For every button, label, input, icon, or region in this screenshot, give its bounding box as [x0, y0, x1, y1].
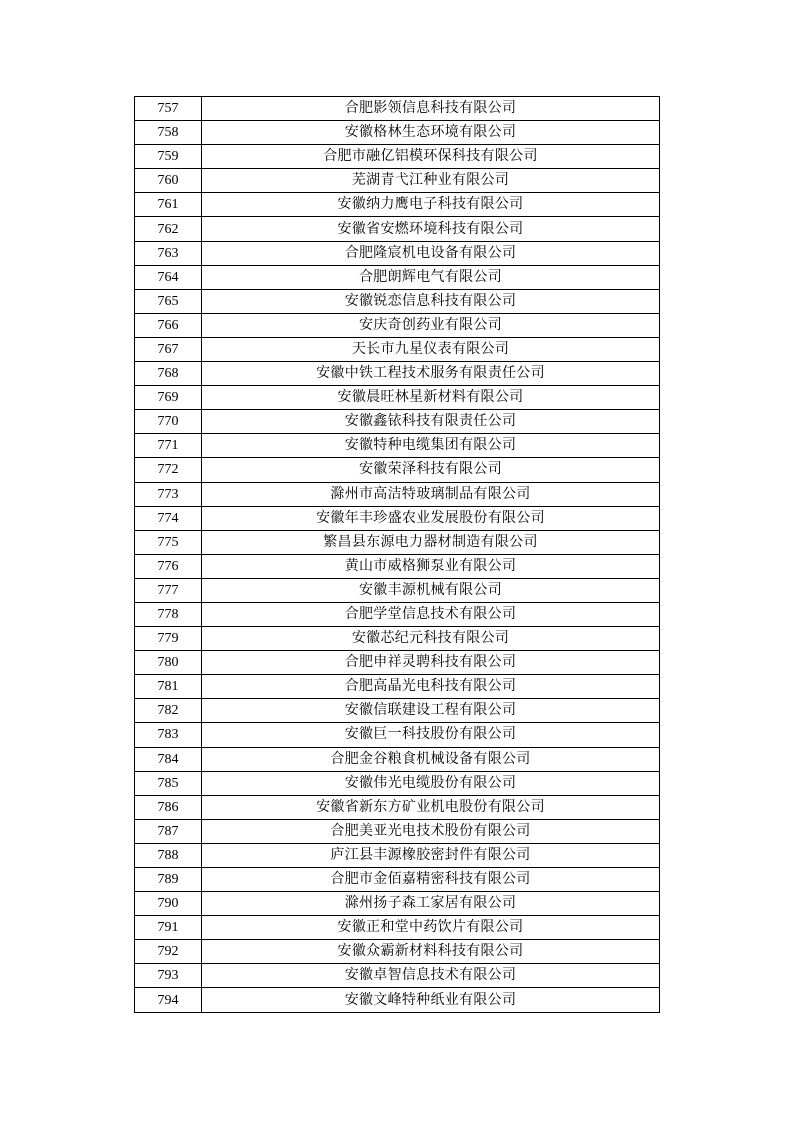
table-row	[135, 362, 660, 386]
row-number: 763	[135, 241, 202, 265]
table-row	[135, 699, 660, 723]
table-row	[135, 289, 660, 313]
company-name: 合肥朗辉电气有限公司	[202, 265, 660, 289]
table-row	[135, 217, 660, 241]
table-row	[135, 313, 660, 337]
table-row	[135, 169, 660, 193]
company-name: 安徽荣泽科技有限公司	[202, 458, 660, 482]
table-row	[135, 578, 660, 602]
company-list-table	[134, 96, 660, 1013]
company-name: 安徽伟光电缆股份有限公司	[202, 771, 660, 795]
table-row	[135, 651, 660, 675]
table-row	[135, 97, 660, 121]
table-row	[135, 241, 660, 265]
table-row	[135, 892, 660, 916]
row-number: 784	[135, 747, 202, 771]
company-name: 合肥隆宸机电设备有限公司	[202, 241, 660, 265]
company-name: 合肥美亚光电技术股份有限公司	[202, 819, 660, 843]
table-row	[135, 940, 660, 964]
row-number: 779	[135, 627, 202, 651]
company-name: 合肥申祥灵聘科技有限公司	[202, 651, 660, 675]
company-name: 安徽芯纪元科技有限公司	[202, 627, 660, 651]
row-number: 758	[135, 121, 202, 145]
row-number: 765	[135, 289, 202, 313]
row-number: 780	[135, 651, 202, 675]
row-number: 774	[135, 506, 202, 530]
row-number: 778	[135, 602, 202, 626]
row-number: 760	[135, 169, 202, 193]
row-number: 757	[135, 97, 202, 121]
row-number: 794	[135, 988, 202, 1012]
company-name: 合肥金谷粮食机械设备有限公司	[202, 747, 660, 771]
row-number: 767	[135, 337, 202, 361]
company-name: 合肥市融亿铝模环保科技有限公司	[202, 145, 660, 169]
table-row	[135, 145, 660, 169]
row-number: 773	[135, 482, 202, 506]
table-row	[135, 819, 660, 843]
table-row	[135, 410, 660, 434]
table-row	[135, 988, 660, 1012]
company-name: 安徽年丰珍盛农业发展股份有限公司	[202, 506, 660, 530]
table-row	[135, 771, 660, 795]
company-name: 安徽纳力鹰电子科技有限公司	[202, 193, 660, 217]
table-row	[135, 843, 660, 867]
table-row	[135, 482, 660, 506]
row-number: 777	[135, 578, 202, 602]
company-name: 繁昌县东源电力器材制造有限公司	[202, 530, 660, 554]
row-number: 790	[135, 892, 202, 916]
table-row	[135, 723, 660, 747]
row-number: 783	[135, 723, 202, 747]
company-name: 安徽文峰特种纸业有限公司	[202, 988, 660, 1012]
row-number: 759	[135, 145, 202, 169]
row-number: 771	[135, 434, 202, 458]
row-number: 761	[135, 193, 202, 217]
row-number: 786	[135, 795, 202, 819]
table-row	[135, 506, 660, 530]
table-row	[135, 265, 660, 289]
row-number: 766	[135, 313, 202, 337]
row-number: 793	[135, 964, 202, 988]
table-row	[135, 530, 660, 554]
table-row	[135, 675, 660, 699]
row-number: 775	[135, 530, 202, 554]
table-row	[135, 434, 660, 458]
company-list-body	[135, 97, 660, 1013]
company-name: 安徽省新东方矿业机电股份有限公司	[202, 795, 660, 819]
company-name: 合肥高晶光电科技有限公司	[202, 675, 660, 699]
row-number: 762	[135, 217, 202, 241]
table-row	[135, 602, 660, 626]
row-number: 787	[135, 819, 202, 843]
company-name: 天长市九星仪表有限公司	[202, 337, 660, 361]
company-name: 安徽巨一科技股份有限公司	[202, 723, 660, 747]
company-name: 合肥市金佰嘉精密科技有限公司	[202, 868, 660, 892]
table-row	[135, 458, 660, 482]
table-row	[135, 964, 660, 988]
company-name: 安徽鑫铱科技有限责任公司	[202, 410, 660, 434]
company-name: 安徽丰源机械有限公司	[202, 578, 660, 602]
company-name: 安徽卓智信息技术有限公司	[202, 964, 660, 988]
table-row	[135, 627, 660, 651]
table-row	[135, 337, 660, 361]
row-number: 772	[135, 458, 202, 482]
row-number: 764	[135, 265, 202, 289]
row-number: 791	[135, 916, 202, 940]
table-row	[135, 121, 660, 145]
company-name: 安徽锐恋信息科技有限公司	[202, 289, 660, 313]
table-row	[135, 868, 660, 892]
row-number: 788	[135, 843, 202, 867]
row-number: 776	[135, 554, 202, 578]
row-number: 789	[135, 868, 202, 892]
company-name: 芜湖青弋江种业有限公司	[202, 169, 660, 193]
company-name: 安徽正和堂中药饮片有限公司	[202, 916, 660, 940]
row-number: 782	[135, 699, 202, 723]
company-name: 安徽晨旺林星新材料有限公司	[202, 386, 660, 410]
company-name: 安庆奇创药业有限公司	[202, 313, 660, 337]
table-row	[135, 554, 660, 578]
table-row	[135, 747, 660, 771]
company-name: 安徽省安燃环境科技有限公司	[202, 217, 660, 241]
company-name: 黄山市威格狮泵业有限公司	[202, 554, 660, 578]
company-name: 安徽中铁工程技术服务有限责任公司	[202, 362, 660, 386]
row-number: 770	[135, 410, 202, 434]
company-name: 庐江县丰源橡胶密封件有限公司	[202, 843, 660, 867]
table-row	[135, 193, 660, 217]
company-name: 合肥影领信息科技有限公司	[202, 97, 660, 121]
company-name: 滁州扬子森工家居有限公司	[202, 892, 660, 916]
row-number: 768	[135, 362, 202, 386]
table-row	[135, 795, 660, 819]
company-name: 滁州市高洁特玻璃制品有限公司	[202, 482, 660, 506]
row-number: 792	[135, 940, 202, 964]
company-name: 安徽特种电缆集团有限公司	[202, 434, 660, 458]
table-row	[135, 916, 660, 940]
row-number: 781	[135, 675, 202, 699]
company-name: 安徽众霸新材料科技有限公司	[202, 940, 660, 964]
company-name: 安徽格林生态环境有限公司	[202, 121, 660, 145]
company-name: 安徽信联建设工程有限公司	[202, 699, 660, 723]
row-number: 785	[135, 771, 202, 795]
row-number: 769	[135, 386, 202, 410]
company-name: 合肥学堂信息技术有限公司	[202, 602, 660, 626]
table-row	[135, 386, 660, 410]
